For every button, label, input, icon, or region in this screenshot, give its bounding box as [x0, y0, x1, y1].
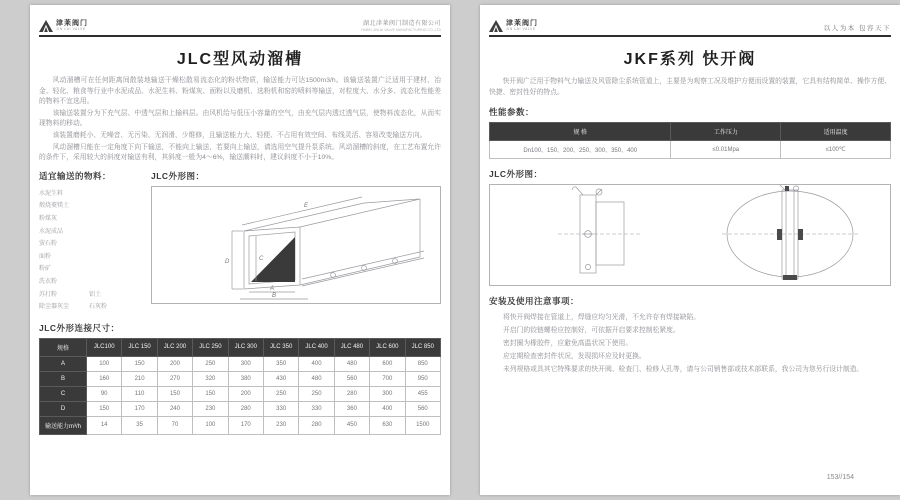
table-cell: 110 — [122, 386, 157, 401]
table-cell: 600 — [370, 356, 405, 371]
paragraph: 快开阀广泛用于物料气力输送及风管除尘系统管道上，主要是为观察工况及维护方便而设置的装置，它具有结构简单、操作方便、快捷、密封性好的特点。 — [489, 78, 891, 96]
table-row — [40, 386, 441, 401]
page-header — [489, 11, 891, 37]
logo-text-block — [506, 20, 538, 32]
company-name: 湖北津莱阀门制造有限公司 — [362, 21, 441, 27]
page-number: 153//154 — [826, 474, 854, 481]
list-item-text: 粉矿 — [39, 266, 52, 273]
outline-heading: JLC外形图： — [151, 170, 205, 181]
logo-subtext: JIN LAI VALVE — [506, 27, 536, 32]
logo-text-block — [56, 20, 88, 32]
list-item — [39, 276, 151, 289]
table-cell: 560 — [405, 401, 440, 416]
company-slogan: 以人为本 包容天下 — [823, 24, 891, 32]
table-cell: 630 — [370, 416, 405, 434]
table-row — [40, 416, 441, 434]
table-row — [40, 371, 441, 386]
dim-label-d: D — [225, 258, 230, 265]
notes-heading: 安装及使用注意事项： — [489, 296, 580, 306]
table-cell: 150 — [122, 356, 157, 371]
table-cell: 100 — [87, 356, 122, 371]
list-item-text: 铝土 — [89, 291, 102, 298]
table-header-cell: JLC 200 — [157, 338, 192, 356]
list-item — [39, 289, 151, 302]
table-header-cell: 规 格 — [490, 123, 671, 141]
table-cell: 400 — [370, 401, 405, 416]
table-header-cell: JLC 600 — [370, 338, 405, 356]
table-cell: 480 — [299, 371, 334, 386]
list-item — [503, 350, 891, 363]
table-cell: 320 — [193, 371, 228, 386]
table-cell: 270 — [157, 371, 192, 386]
list-item — [39, 251, 151, 264]
list-item — [503, 337, 891, 350]
table-cell: 35 — [122, 416, 157, 434]
page-title: JKF系列 快开阀 — [623, 51, 757, 68]
table-cell: 14 — [87, 416, 122, 434]
list-item — [39, 226, 151, 239]
dims-heading: JLC外形连接尺寸： — [39, 322, 120, 333]
table-header-row — [490, 123, 891, 141]
company-logo — [39, 20, 88, 32]
list-item-text: 密封圈为橡胶件，应避免高温状况下使用。 — [503, 340, 633, 347]
list-item — [39, 200, 151, 213]
table-header-cell: JLC 400 — [299, 338, 334, 356]
list-item-text: 面粉 — [39, 253, 52, 260]
list-item-text: 水泥生料 — [39, 190, 64, 197]
table-cell: 250 — [299, 386, 334, 401]
catalog-page-right — [480, 5, 900, 495]
company-logo-icon — [39, 20, 53, 32]
table-cell: 90 — [87, 386, 122, 401]
table-cell: Dn100、150、200、250、300、350、400 — [490, 141, 671, 159]
company-logo-icon — [489, 20, 503, 32]
table-cell: D — [40, 401, 87, 416]
table-cell: A — [40, 356, 87, 371]
table-cell: 250 — [193, 356, 228, 371]
paragraph: 风动溜槽可在任何距离间散装地输送干燥松散易流态化的粉状物质，输送能力可达1500m3/h。该输送装置广泛适用于建材、冶金、轻化、粮食等行业中水泥成品、水泥生料、粉煤灰、面粉以及磨机、选粉机和窑的喷料等输送，对粒度大、水分多、流态化性能差的物料不宜选用。 — [39, 77, 441, 106]
dim-label-a: A — [270, 285, 275, 292]
logo-subtext: JIN LAI VALVE — [56, 27, 86, 32]
table-cell: 150 — [157, 386, 192, 401]
list-item-text: 粉煤灰 — [39, 215, 58, 222]
chute-isometric-diagram — [152, 187, 440, 303]
list-item — [39, 188, 151, 201]
paragraph: 该输送装置分为下充气层、中透气层和上输料层。由风机给与低压小容量的空气，由充气层内透过透气层，使物料流态化，从而实现物料的移动。 — [39, 109, 441, 128]
table-cell: 560 — [334, 371, 369, 386]
table-row — [40, 356, 441, 371]
notes-list — [489, 311, 891, 376]
page-header — [39, 11, 441, 37]
company-name-en: HUBEI JINLAI VALVE MANUFACTURING CO.,LTD — [361, 27, 441, 32]
paragraph: 该装置磨耗小、无噪音、无污染、无润滑、少维修，且输送能力大、轻便、不占用有效空间、布线灵活、容易改变输送方向。 — [52, 131, 427, 139]
table-row — [40, 401, 441, 416]
header-company-block — [361, 21, 441, 32]
table-cell: 170 — [122, 401, 157, 416]
table-cell: 350 — [263, 356, 298, 371]
list-item-text: 苏打粉 — [39, 291, 58, 298]
table-cell: 230 — [263, 416, 298, 434]
list-item-text: 开启门的铰链螺栓应控制好，可依据开启要求控制松紧度。 — [503, 327, 680, 334]
table-cell: 230 — [193, 401, 228, 416]
dimension-table-section — [39, 322, 441, 435]
outline-heading: JLC外形图： — [489, 169, 543, 179]
table-cell: 455 — [405, 386, 440, 401]
page-title: JLC型风动溜槽 — [176, 51, 304, 68]
table-header-cell: 适用温度 — [781, 123, 891, 141]
dimension-table — [39, 338, 441, 435]
list-item-text: 石灰粉 — [89, 304, 108, 311]
list-item-text: 洗衣粉 — [39, 278, 58, 285]
table-header-cell: 规格 — [40, 338, 87, 356]
table-header-cell: JLC100 — [87, 338, 122, 356]
table-cell: 200 — [228, 386, 263, 401]
table-cell: 400 — [299, 356, 334, 371]
table-cell: 480 — [334, 356, 369, 371]
table-cell: C — [40, 386, 87, 401]
materials-heading: 适宜输送的物料： — [39, 170, 112, 181]
table-cell: 360 — [334, 401, 369, 416]
list-item — [503, 324, 891, 337]
table-cell: 70 — [157, 416, 192, 434]
table-header-cell: JLC 350 — [263, 338, 298, 356]
table-header-cell: JLC 850 — [405, 338, 440, 356]
table-cell: 300 — [228, 356, 263, 371]
list-item — [39, 301, 151, 314]
table-cell: 1500 — [405, 416, 440, 434]
table-cell: 250 — [263, 386, 298, 401]
paragraph: 风动溜槽只能在一定角度下向下输送，不能向上输送，若要向上输送，请选用空气提升泵系统。风动溜槽的斜度，在工艺布置允许的条件下，采用较大的斜度对输送有利，其斜度一般为4～6%，输送潮料时，建议斜度不小于10%。 — [39, 143, 441, 162]
chute-outline-drawing — [151, 186, 441, 304]
table-header-cell: JLC 300 — [228, 338, 263, 356]
dim-label-e: E — [304, 202, 309, 209]
header-slogan-block — [824, 26, 891, 33]
table-cell: 170 — [228, 416, 263, 434]
valve-diagram — [490, 185, 890, 285]
table-cell: 280 — [299, 416, 334, 434]
list-item — [503, 363, 891, 376]
table-cell: 700 — [370, 371, 405, 386]
table-cell: 330 — [263, 401, 298, 416]
logo-text: 津莱阀门 — [506, 20, 538, 28]
table-cell: 280 — [334, 386, 369, 401]
catalog-page-left — [30, 5, 450, 495]
list-item — [503, 311, 891, 324]
outline-section — [151, 170, 441, 314]
table-cell: 210 — [122, 371, 157, 386]
table-header-row — [40, 338, 441, 356]
table-cell: ≤100℃ — [781, 141, 891, 159]
list-item — [39, 213, 151, 226]
materials-section — [39, 170, 151, 314]
table-cell: 380 — [228, 371, 263, 386]
list-item-text: 应定期检查密封件状况，发现损坏应及时更换。 — [503, 353, 646, 360]
list-item — [39, 238, 151, 251]
materials-list — [39, 188, 151, 314]
table-row — [490, 141, 891, 159]
table-header-cell: JLC 480 — [334, 338, 369, 356]
table-cell: B — [40, 371, 87, 386]
table-cell: 150 — [193, 386, 228, 401]
performance-table — [489, 122, 891, 159]
list-item-text: 未列规格或具其它特殊要求的快开阀、检查门、检修人孔等，请与公司销售部或技术部联系，我公司为您另行设计制造。 — [503, 366, 864, 373]
table-header-cell: JLC 250 — [193, 338, 228, 356]
list-item-text: 煅烧菱镁土 — [39, 203, 70, 210]
list-item — [39, 263, 151, 276]
table-cell: 160 — [87, 371, 122, 386]
table-cell: 240 — [157, 401, 192, 416]
list-item-text: 将快开阀焊接在管道上，焊缝应均匀光滑，不允许存有焊接缺陷。 — [503, 314, 701, 321]
company-logo — [489, 20, 538, 32]
table-cell: 450 — [334, 416, 369, 434]
list-item-text: 水泥成品 — [39, 228, 64, 235]
table-header-cell: 工作压力 — [671, 123, 781, 141]
dim-label-b: B — [272, 292, 277, 299]
table-cell: 850 — [405, 356, 440, 371]
table-cell: 100 — [193, 416, 228, 434]
table-cell: 950 — [405, 371, 440, 386]
table-cell: 200 — [157, 356, 192, 371]
dim-label-c: C — [259, 255, 264, 262]
valve-outline-drawing — [489, 184, 891, 286]
list-item-text: 萤石粉 — [39, 241, 58, 248]
intro-paragraphs — [39, 76, 441, 164]
logo-text: 津莱阀门 — [56, 20, 88, 28]
intro-paragraph — [489, 76, 891, 98]
table-cell: 330 — [299, 401, 334, 416]
list-item-text: 除尘器灰尘 — [39, 304, 70, 311]
table-header-cell: JLC 150 — [122, 338, 157, 356]
table-cell: 150 — [87, 401, 122, 416]
table-cell: 输送能力m³/h — [40, 416, 87, 434]
params-heading: 性能参数： — [489, 107, 535, 117]
table-cell: 430 — [263, 371, 298, 386]
table-cell: 300 — [370, 386, 405, 401]
table-cell: 280 — [228, 401, 263, 416]
table-cell: ≤0.01Mpa — [671, 141, 781, 159]
